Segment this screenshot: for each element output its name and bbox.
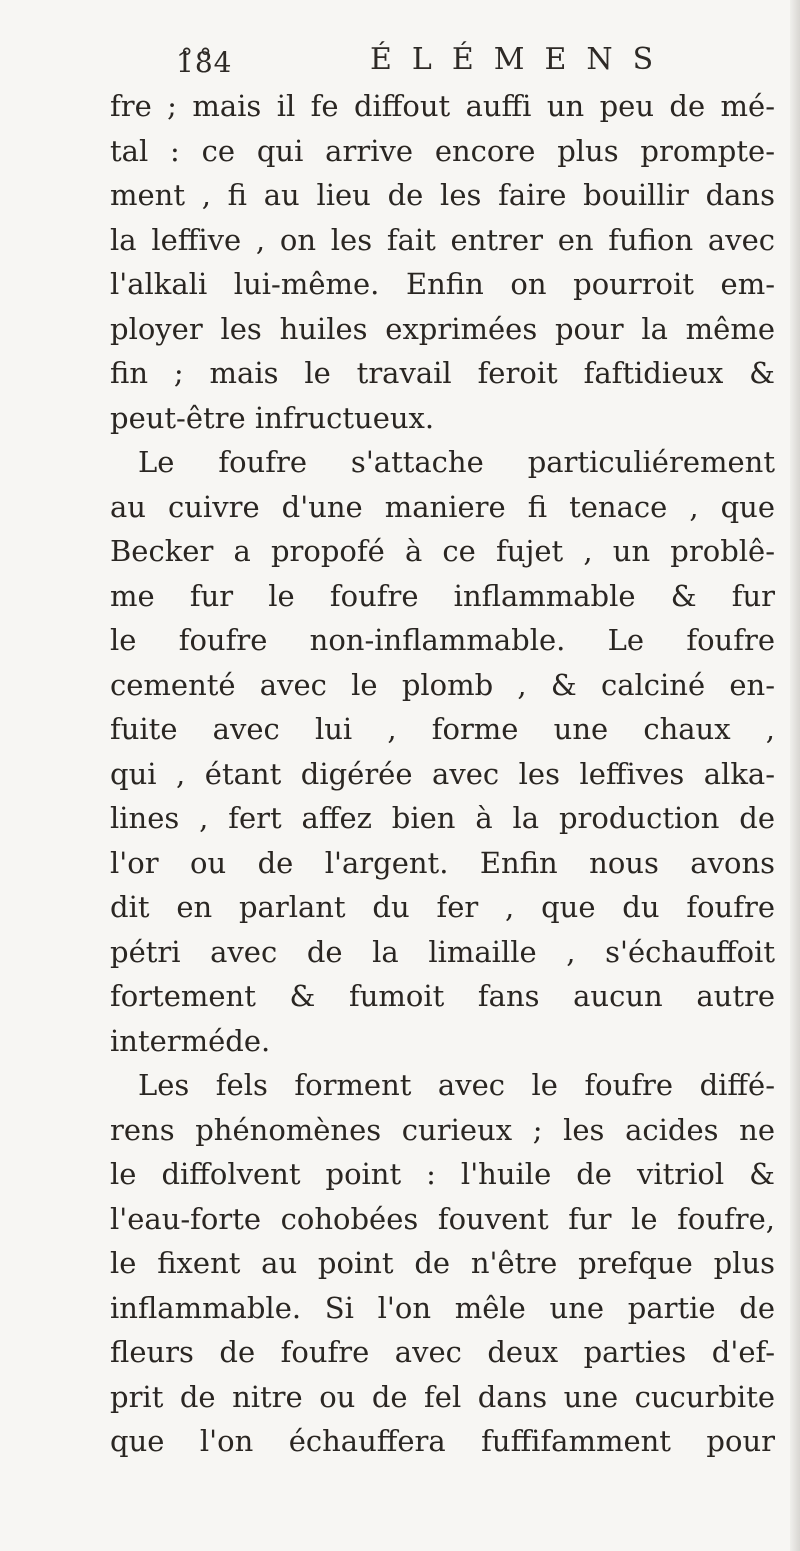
body-text	[110, 84, 775, 1464]
text-line: inflammable. Si l'on mêle une partie de	[110, 1290, 775, 1325]
text-line: fuite avec lui , forme une chaux ,	[110, 712, 775, 746]
text-line: interméde.	[110, 1023, 271, 1058]
paragraph-start-line: Le foufre s'attache particuliérement	[138, 445, 775, 479]
text-line: cementé avec le plomb , & calciné en-	[110, 667, 775, 702]
text-line: le diffolvent point : l'huile de vitriol &	[110, 1157, 775, 1191]
text-line: fleurs de foufre avec deux parties d'ef-	[110, 1335, 775, 1369]
page-edge	[790, 0, 800, 1551]
text-line: ment , fi au lieu de les faire bouillir dans	[110, 178, 775, 212]
text-line: Becker a propofé à ce fujet , un problê-	[110, 534, 775, 568]
page-header	[176, 42, 736, 86]
text-line: rens phénomènes curieux ; les acides ne	[110, 1112, 775, 1147]
text-line: me fur le foufre inflammable & fur	[110, 578, 775, 613]
text-line: fortement & fumoit fans aucun autre	[110, 979, 775, 1013]
text-line: la leffive , on les fait entrer en fufion avec	[110, 222, 775, 257]
text-line: l'alkali lui-même. Enfin on pourroit em-	[110, 267, 775, 301]
text-line: lines , fert affez bien à la production de	[110, 801, 775, 835]
text-line: fin ; mais le travail feroit faftidieux &	[110, 356, 775, 390]
running-head: ÉLÉMENS	[370, 42, 674, 77]
text-line: que l'on échauffera fuffifamment pour	[110, 1424, 775, 1458]
text-line: prit de nitre ou de fel dans une cucurbite	[110, 1379, 775, 1414]
text-line: pétri avec de la limaille , s'échauffoit	[110, 934, 775, 969]
text-line: tal : ce qui arrive encore plus prompte-	[110, 133, 775, 168]
text-line: au cuivre d'une maniere fi tenace , que	[110, 489, 775, 524]
text-line: le fixent au point de n'être prefque plus	[110, 1246, 775, 1280]
text-line: peut-être infructueux.	[110, 400, 435, 435]
paragraph-start-line: Les fels forment avec le foufre diffé-	[138, 1068, 775, 1102]
text-line: dit en parlant du fer , que du foufre	[110, 890, 775, 924]
text-line: ployer les huiles exprimées pour la même	[110, 311, 775, 346]
text-line: qui , étant digérée avec les leffives alka-	[110, 756, 775, 791]
page-number: 1̊8̊4	[176, 46, 233, 79]
text-line: l'or ou de l'argent. Enfin nous avons	[110, 845, 775, 880]
text-line: l'eau-forte cohobées fouvent fur le foufre,	[110, 1201, 775, 1236]
text-line: le foufre non-inflammable. Le foufre	[110, 623, 775, 657]
text-line: fre ; mais il fe diffout auffi un peu de mé-	[110, 89, 775, 123]
